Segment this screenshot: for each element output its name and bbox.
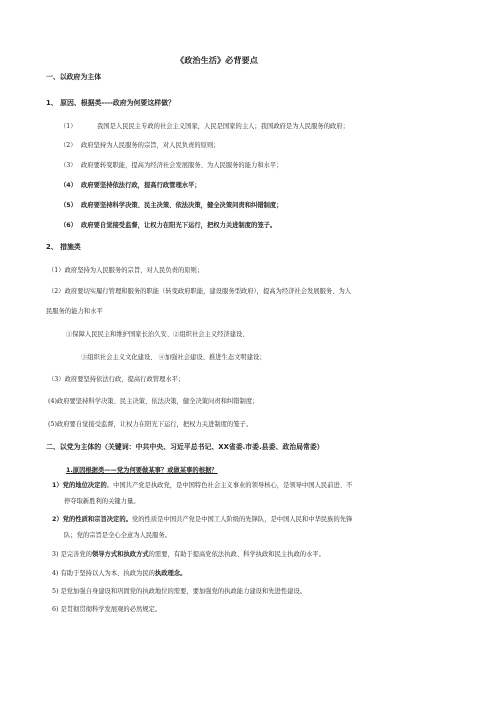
paragraph: （3）政府要坚持依法行政，提高行政管理水平； bbox=[48, 376, 185, 383]
section-2-heading: 二、以党为主体的（关键词：中共中央、习近平总书记、XX省委.市委.县委、政治局常委） bbox=[46, 443, 324, 451]
list-item: （4） 政府要坚持依法行政，提高行政管理水平； bbox=[60, 182, 201, 189]
paragraph: （1）政府坚持为人民服务的宗旨，对人民负责的原则； bbox=[48, 267, 204, 274]
paragraph: 停夺取新胜利的关键力量。 bbox=[64, 498, 140, 505]
paragraph: 5) 是党加强自身建设和巩固党的执政地位的需要，要加强党的执政能力建设和先进性建设。 bbox=[52, 588, 307, 595]
section-1-heading: 一、以政府为主体 bbox=[46, 73, 102, 81]
list-item: （5） 政府要坚持科学决策、民主决策、依法决策，健全决策问责和纠错制度； bbox=[60, 202, 283, 209]
paragraph: （2）政府要切实履行管理和服务的职能（转变政府职能，建设服务型政府），提高为经济社会发展服务、为人 bbox=[48, 288, 352, 295]
subsection-1-1-heading: 1、 原因、根据类----政府为何要这样做？ bbox=[46, 99, 175, 107]
list-item: （6） 政府要自觉接受监督，让权力在阳光下运行，把权力关进制度的笼子。 bbox=[60, 222, 277, 229]
paragraph: 民服务的能力和水平 bbox=[46, 308, 103, 315]
paragraph: 4) 有助于坚持以人为本、执政为民的执政理念。 bbox=[52, 570, 187, 577]
paragraph: ③组织社会主义文化建设、 ④加强社会建设、推进生态文明建设； bbox=[81, 354, 266, 361]
paragraph: 3) 是完善党的领导方式和执政方式的需要，有助于提高党依法执政、科学执政和民主执政的水平。 bbox=[52, 551, 325, 558]
paragraph: 1）党的地位决定的。中国共产党是执政党，是中国特色社会主义事业的领导核心，是领导中国人民前进、不 bbox=[52, 482, 353, 489]
subsection-2-1-heading: 1.原因根据类——党为何要做某事？或做某事的根据？ bbox=[66, 467, 218, 474]
paragraph: 2）党的性质和宗旨决定的。党的性质是中国共产党是中国工人阶级的先锋队，是中国人民和中华民族的先锋 bbox=[52, 516, 353, 523]
paragraph: (5)政府要自觉接受监督，让权力在阳光下运行，把权力关进制度的笼子。 bbox=[48, 421, 253, 428]
page-title: 《政治生活》必背要点 bbox=[176, 55, 258, 65]
subsection-1-2-heading: 2、 措施类 bbox=[46, 243, 81, 251]
paragraph: 6) 是贯彻贯彻科学发展观的必然规定。 bbox=[52, 606, 162, 613]
list-item: （2） 政府坚持为人民服务的宗旨，对人民负责的原则； bbox=[60, 142, 220, 149]
list-item: （1） 我国是人民民主专政的社会主义国家，人民是国家的主人；我国政府是为人民服务的政府； bbox=[60, 123, 349, 130]
paragraph: (4)政府要坚持科学决策、民主决策、依法决策，健全决策问责和纠错制度； bbox=[48, 398, 259, 405]
paragraph: ①保障人民民主和维护国家长治久安、②组织社会主义经济建设、 bbox=[66, 331, 249, 338]
paragraph: 队；党的宗旨是全心全意为人民服务。 bbox=[64, 532, 172, 539]
list-item: （3） 政府要转变职能，提高为经济社会发展服务、为人民服务的能力和水平； bbox=[60, 162, 283, 169]
